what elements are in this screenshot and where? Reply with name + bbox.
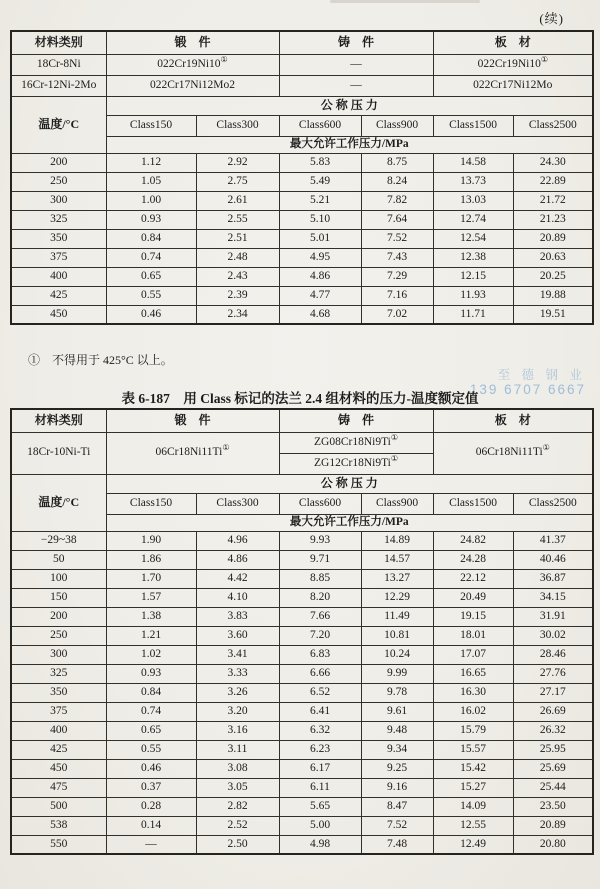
class-header: Class600 <box>279 115 361 136</box>
pressure-value-cell: 15.27 <box>433 778 513 797</box>
pressure-value-cell: 12.49 <box>433 835 513 854</box>
pressure-value-cell: 4.42 <box>196 569 279 588</box>
pressure-value-cell: 1.21 <box>106 626 196 645</box>
temperature-cell: 300 <box>11 645 106 664</box>
pressure-value-cell: 20.89 <box>513 229 593 248</box>
material-row <box>11 54 593 75</box>
pressure-value-cell: 20.25 <box>513 267 593 286</box>
pressure-value-cell: 26.32 <box>513 721 593 740</box>
continued-marker: (续) <box>539 11 564 26</box>
table-data-row <box>11 172 593 191</box>
pressure-value-cell: 21.72 <box>513 191 593 210</box>
pressure-value-cell: 15.57 <box>433 740 513 759</box>
footnote-marker: ① <box>222 443 230 453</box>
table-data-row <box>11 816 593 835</box>
pressure-value-cell: 0.84 <box>106 229 196 248</box>
temperature-cell: 50 <box>11 550 106 569</box>
pressure-value-cell: 2.50 <box>196 835 279 854</box>
class-header: Class150 <box>106 493 196 514</box>
temperature-cell: 375 <box>11 248 106 267</box>
forging-header: 锻 件 <box>106 31 279 54</box>
pressure-value-cell: 0.93 <box>106 210 196 229</box>
pressure-value-cell: 3.05 <box>196 778 279 797</box>
temperature-cell: 250 <box>11 172 106 191</box>
pressure-value-cell: 7.20 <box>279 626 361 645</box>
pressure-value-cell: 22.89 <box>513 172 593 191</box>
temperature-cell: 350 <box>11 683 106 702</box>
table-data-row <box>11 626 593 645</box>
table-data-row <box>11 305 593 324</box>
table-data-row <box>11 531 593 550</box>
material-category-header: 材料类别 <box>11 409 106 432</box>
plate-grade: 022Cr17Ni12Mo <box>433 75 593 96</box>
pressure-value-cell: 8.47 <box>361 797 433 816</box>
pressure-value-cell: 3.16 <box>196 721 279 740</box>
pressure-value-cell: 28.46 <box>513 645 593 664</box>
temperature-cell: 325 <box>11 664 106 683</box>
material-header-row <box>11 409 593 432</box>
pressure-value-cell: 0.46 <box>106 759 196 778</box>
pressure-value-cell: 7.02 <box>361 305 433 324</box>
pressure-value-cell: 0.65 <box>106 267 196 286</box>
temperature-cell: 450 <box>11 759 106 778</box>
pressure-value-cell: 15.42 <box>433 759 513 778</box>
temperature-column-header: 温度/°C <box>11 474 106 531</box>
pressure-value-cell: 1.05 <box>106 172 196 191</box>
pressure-value-cell: 1.70 <box>106 569 196 588</box>
pressure-value-cell: 7.52 <box>361 229 433 248</box>
table-data-row <box>11 702 593 721</box>
pressure-value-cell: 10.81 <box>361 626 433 645</box>
pressure-value-cell: 3.41 <box>196 645 279 664</box>
pressure-value-cell: 21.23 <box>513 210 593 229</box>
table1-data-body <box>11 153 593 324</box>
temperature-cell: 425 <box>11 740 106 759</box>
pressure-value-cell: 9.34 <box>361 740 433 759</box>
class-header: Class2500 <box>513 493 593 514</box>
pressure-value-cell: 6.23 <box>279 740 361 759</box>
table-data-row <box>11 588 593 607</box>
casting-header: 铸 件 <box>279 409 433 432</box>
footnote-marker: ① <box>220 55 228 65</box>
pressure-value-cell: 16.30 <box>433 683 513 702</box>
pressure-value-cell: 0.55 <box>106 286 196 305</box>
class-header: Class1500 <box>433 493 513 514</box>
pressure-value-cell: 12.29 <box>361 588 433 607</box>
temperature-cell: 538 <box>11 816 106 835</box>
pressure-value-cell: 20.49 <box>433 588 513 607</box>
table-data-row <box>11 645 593 664</box>
table-data-row <box>11 153 593 172</box>
table-data-row <box>11 267 593 286</box>
pressure-value-cell: 7.64 <box>361 210 433 229</box>
pressure-value-cell: 3.20 <box>196 702 279 721</box>
pressure-value-cell: 0.74 <box>106 248 196 267</box>
pressure-value-cell: 14.09 <box>433 797 513 816</box>
table-data-row <box>11 797 593 816</box>
temperature-cell: 100 <box>11 569 106 588</box>
pressure-value-cell: 7.48 <box>361 835 433 854</box>
pressure-value-cell: 8.85 <box>279 569 361 588</box>
pressure-value-cell: 4.95 <box>279 248 361 267</box>
watermark-phone: 139 6707 6667 <box>469 382 586 398</box>
pressure-value-cell: 2.75 <box>196 172 279 191</box>
pressure-value-cell: 24.28 <box>433 550 513 569</box>
pressure-value-cell: 9.48 <box>361 721 433 740</box>
pressure-value-cell: 34.15 <box>513 588 593 607</box>
pressure-value-cell: 3.08 <box>196 759 279 778</box>
pressure-value-cell: 1.86 <box>106 550 196 569</box>
pressure-value-cell: 1.00 <box>106 191 196 210</box>
material-row <box>11 432 593 453</box>
pressure-value-cell: 19.51 <box>513 305 593 324</box>
pressure-value-cell: 27.17 <box>513 683 593 702</box>
pressure-value-cell: 9.71 <box>279 550 361 569</box>
material-header-row <box>11 31 593 54</box>
plate-grade: 06Cr18Ni11Ti① <box>433 432 593 474</box>
pressure-value-cell: 14.89 <box>361 531 433 550</box>
pressure-value-cell: 20.89 <box>513 816 593 835</box>
pressure-value-cell: 25.44 <box>513 778 593 797</box>
pressure-value-cell: 2.34 <box>196 305 279 324</box>
pressure-value-cell: 19.15 <box>433 607 513 626</box>
pressure-value-cell: 6.83 <box>279 645 361 664</box>
table-data-row <box>11 210 593 229</box>
pressure-value-cell: 8.75 <box>361 153 433 172</box>
scan-artifact <box>330 0 480 3</box>
pressure-value-cell: 12.54 <box>433 229 513 248</box>
pressure-rating-table-continued <box>10 30 594 325</box>
pressure-value-cell: 25.95 <box>513 740 593 759</box>
material-category: 18Cr-10Ni-Ti <box>11 432 106 474</box>
temperature-cell: 325 <box>11 210 106 229</box>
pressure-value-cell: 0.55 <box>106 740 196 759</box>
temperature-cell: 375 <box>11 702 106 721</box>
temperature-cell: 475 <box>11 778 106 797</box>
pressure-value-cell: 5.10 <box>279 210 361 229</box>
table-data-row <box>11 550 593 569</box>
temperature-cell: 450 <box>11 305 106 324</box>
pressure-value-cell: 1.57 <box>106 588 196 607</box>
pressure-value-cell: 31.91 <box>513 607 593 626</box>
pressure-value-cell: 11.49 <box>361 607 433 626</box>
pressure-value-cell: 7.82 <box>361 191 433 210</box>
pressure-value-cell: 5.21 <box>279 191 361 210</box>
pressure-value-cell: 20.80 <box>513 835 593 854</box>
forging-grade: 022Cr17Ni12Mo2 <box>106 75 279 96</box>
temperature-cell: 150 <box>11 588 106 607</box>
table-data-row <box>11 778 593 797</box>
pressure-value-cell: 0.46 <box>106 305 196 324</box>
pressure-value-cell: 5.83 <box>279 153 361 172</box>
class-header: Class900 <box>361 115 433 136</box>
pressure-value-cell: 1.02 <box>106 645 196 664</box>
pressure-value-cell: 7.29 <box>361 267 433 286</box>
pressure-value-cell: 10.24 <box>361 645 433 664</box>
footnote-marker: ① <box>540 55 548 65</box>
pressure-value-cell: 0.14 <box>106 816 196 835</box>
temperature-cell: 425 <box>11 286 106 305</box>
temperature-cell: 200 <box>11 153 106 172</box>
pressure-value-cell: 16.02 <box>433 702 513 721</box>
pressure-value-cell: 4.10 <box>196 588 279 607</box>
pressure-value-cell: 5.00 <box>279 816 361 835</box>
temperature-cell: 500 <box>11 797 106 816</box>
class-header: Class300 <box>196 115 279 136</box>
max-pressure-header: 最大允许工作压力/MPa <box>106 514 593 531</box>
pressure-value-cell: 14.58 <box>433 153 513 172</box>
pressure-value-cell: 6.32 <box>279 721 361 740</box>
pressure-value-cell: 0.28 <box>106 797 196 816</box>
pressure-value-cell: 3.60 <box>196 626 279 645</box>
pressure-value-cell: 2.43 <box>196 267 279 286</box>
pressure-value-cell: 2.61 <box>196 191 279 210</box>
pressure-value-cell: 7.16 <box>361 286 433 305</box>
pressure-value-cell: 2.82 <box>196 797 279 816</box>
forging-header: 锻 件 <box>106 409 279 432</box>
footnote: ① 不得用于 425°C 以上。 <box>28 353 173 367</box>
max-pressure-header: 最大允许工作压力/MPa <box>106 136 593 153</box>
class-header: Class900 <box>361 493 433 514</box>
pressure-value-cell: 6.41 <box>279 702 361 721</box>
pressure-value-cell: 4.86 <box>279 267 361 286</box>
pressure-value-cell: 12.15 <box>433 267 513 286</box>
pressure-value-cell: 2.48 <box>196 248 279 267</box>
pressure-value-cell: 0.65 <box>106 721 196 740</box>
table-data-row <box>11 740 593 759</box>
footnote-marker: ① <box>390 454 399 464</box>
pressure-value-cell: 2.39 <box>196 286 279 305</box>
pressure-value-cell: 1.90 <box>106 531 196 550</box>
temperature-column-header: 温度/°C <box>11 96 106 153</box>
class-header: Class150 <box>106 115 196 136</box>
pressure-value-cell: 2.92 <box>196 153 279 172</box>
pressure-value-cell: 2.51 <box>196 229 279 248</box>
pressure-value-cell: 24.30 <box>513 153 593 172</box>
pressure-value-cell: 6.11 <box>279 778 361 797</box>
pressure-value-cell: 4.68 <box>279 305 361 324</box>
casting-header: 铸 件 <box>279 31 433 54</box>
pressure-value-cell: 8.20 <box>279 588 361 607</box>
table-data-row <box>11 229 593 248</box>
table-data-row <box>11 683 593 702</box>
temperature-cell: 400 <box>11 721 106 740</box>
forging-grade: 022Cr19Ni10① <box>106 54 279 75</box>
pressure-value-cell: 9.78 <box>361 683 433 702</box>
temperature-cell: 350 <box>11 229 106 248</box>
temperature-cell: 300 <box>11 191 106 210</box>
pressure-value-cell: 12.55 <box>433 816 513 835</box>
plate-header: 板 材 <box>433 409 593 432</box>
pressure-value-cell: 17.07 <box>433 645 513 664</box>
pressure-value-cell: 0.74 <box>106 702 196 721</box>
casting-grade: ZG08Cr18Ni9Ti① <box>279 432 433 453</box>
pressure-value-cell: 7.52 <box>361 816 433 835</box>
table2-title: 表 6-187 用 Class 标记的法兰 2.4 组材料的压力-温度额定值 <box>121 391 479 406</box>
pressure-value-cell: 6.52 <box>279 683 361 702</box>
pressure-value-cell: 5.49 <box>279 172 361 191</box>
pressure-value-cell: 0.93 <box>106 664 196 683</box>
table-data-row <box>11 569 593 588</box>
pressure-rating-table-6-187 <box>10 408 594 855</box>
pressure-value-cell: 9.61 <box>361 702 433 721</box>
pressure-value-cell: 36.87 <box>513 569 593 588</box>
pressure-value-cell: 1.12 <box>106 153 196 172</box>
table-data-row <box>11 607 593 626</box>
pressure-value-cell: 3.83 <box>196 607 279 626</box>
plate-header: 板 材 <box>433 31 593 54</box>
pressure-value-cell: 13.03 <box>433 191 513 210</box>
pressure-value-cell: 2.52 <box>196 816 279 835</box>
class-header: Class300 <box>196 493 279 514</box>
temperature-cell: 250 <box>11 626 106 645</box>
watermark-company: 至 德 钢 业 <box>497 368 586 382</box>
temperature-cell: −29~38 <box>11 531 106 550</box>
pressure-value-cell: 40.46 <box>513 550 593 569</box>
pressure-value-cell: 9.99 <box>361 664 433 683</box>
pressure-value-cell: 16.65 <box>433 664 513 683</box>
pressure-value-cell: 12.74 <box>433 210 513 229</box>
pressure-value-cell: 7.43 <box>361 248 433 267</box>
footnote-marker: ① <box>390 433 399 443</box>
table-data-row <box>11 759 593 778</box>
pressure-value-cell: 9.16 <box>361 778 433 797</box>
pressure-value-cell: 26.69 <box>513 702 593 721</box>
temperature-cell: 200 <box>11 607 106 626</box>
table2-data-body <box>11 531 593 854</box>
nominal-pressure-row <box>11 474 593 493</box>
pressure-value-cell: 5.01 <box>279 229 361 248</box>
material-row <box>11 75 593 96</box>
class-header: Class1500 <box>433 115 513 136</box>
pressure-value-cell: 12.38 <box>433 248 513 267</box>
pressure-value-cell: 15.79 <box>433 721 513 740</box>
pressure-value-cell: 6.17 <box>279 759 361 778</box>
pressure-value-cell: 11.93 <box>433 286 513 305</box>
class-header: Class600 <box>279 493 361 514</box>
pressure-value-cell: 4.98 <box>279 835 361 854</box>
pressure-value-cell: 5.65 <box>279 797 361 816</box>
pressure-value-cell: 9.25 <box>361 759 433 778</box>
footnote-marker: ① <box>542 443 550 453</box>
pressure-value-cell: 3.11 <box>196 740 279 759</box>
pressure-value-cell: 27.76 <box>513 664 593 683</box>
pressure-value-cell: 22.12 <box>433 569 513 588</box>
pressure-value-cell: 0.37 <box>106 778 196 797</box>
pressure-value-cell: 3.33 <box>196 664 279 683</box>
pressure-value-cell: 24.82 <box>433 531 513 550</box>
pressure-value-cell: 23.50 <box>513 797 593 816</box>
pressure-value-cell: 25.69 <box>513 759 593 778</box>
table-data-row <box>11 191 593 210</box>
pressure-value-cell: 20.63 <box>513 248 593 267</box>
pressure-value-cell: 11.71 <box>433 305 513 324</box>
table-data-row <box>11 721 593 740</box>
table-data-row <box>11 286 593 305</box>
pressure-value-cell: 0.84 <box>106 683 196 702</box>
temperature-cell: 400 <box>11 267 106 286</box>
class-header: Class2500 <box>513 115 593 136</box>
pressure-value-cell: 4.96 <box>196 531 279 550</box>
table-data-row <box>11 664 593 683</box>
material-category: 18Cr-8Ni <box>11 54 106 75</box>
material-category-header: 材料类别 <box>11 31 106 54</box>
material-category: 16Cr-12Ni-2Mo <box>11 75 106 96</box>
pressure-value-cell: 41.37 <box>513 531 593 550</box>
casting-grade: — <box>279 75 433 96</box>
pressure-value-cell: 8.24 <box>361 172 433 191</box>
pressure-value-cell: — <box>106 835 196 854</box>
plate-grade: 022Cr19Ni10① <box>433 54 593 75</box>
nominal-pressure-header: 公 称 压 力 <box>106 474 593 493</box>
pressure-value-cell: 4.77 <box>279 286 361 305</box>
temperature-cell: 550 <box>11 835 106 854</box>
pressure-value-cell: 13.73 <box>433 172 513 191</box>
pressure-value-cell: 6.66 <box>279 664 361 683</box>
forging-grade: 06Cr18Ni11Ti① <box>106 432 279 474</box>
nominal-pressure-header: 公 称 压 力 <box>106 96 593 115</box>
pressure-value-cell: 9.93 <box>279 531 361 550</box>
pressure-value-cell: 13.27 <box>361 569 433 588</box>
pressure-value-cell: 30.02 <box>513 626 593 645</box>
table-data-row <box>11 248 593 267</box>
pressure-value-cell: 18.01 <box>433 626 513 645</box>
nominal-pressure-row <box>11 96 593 115</box>
pressure-value-cell: 4.86 <box>196 550 279 569</box>
pressure-value-cell: 19.88 <box>513 286 593 305</box>
pressure-value-cell: 2.55 <box>196 210 279 229</box>
pressure-value-cell: 1.38 <box>106 607 196 626</box>
pressure-value-cell: 3.26 <box>196 683 279 702</box>
casting-grade: — <box>279 54 433 75</box>
pressure-value-cell: 7.66 <box>279 607 361 626</box>
table-data-row <box>11 835 593 854</box>
casting-grade: ZG12Cr18Ni9Ti① <box>279 453 433 474</box>
pressure-value-cell: 14.57 <box>361 550 433 569</box>
